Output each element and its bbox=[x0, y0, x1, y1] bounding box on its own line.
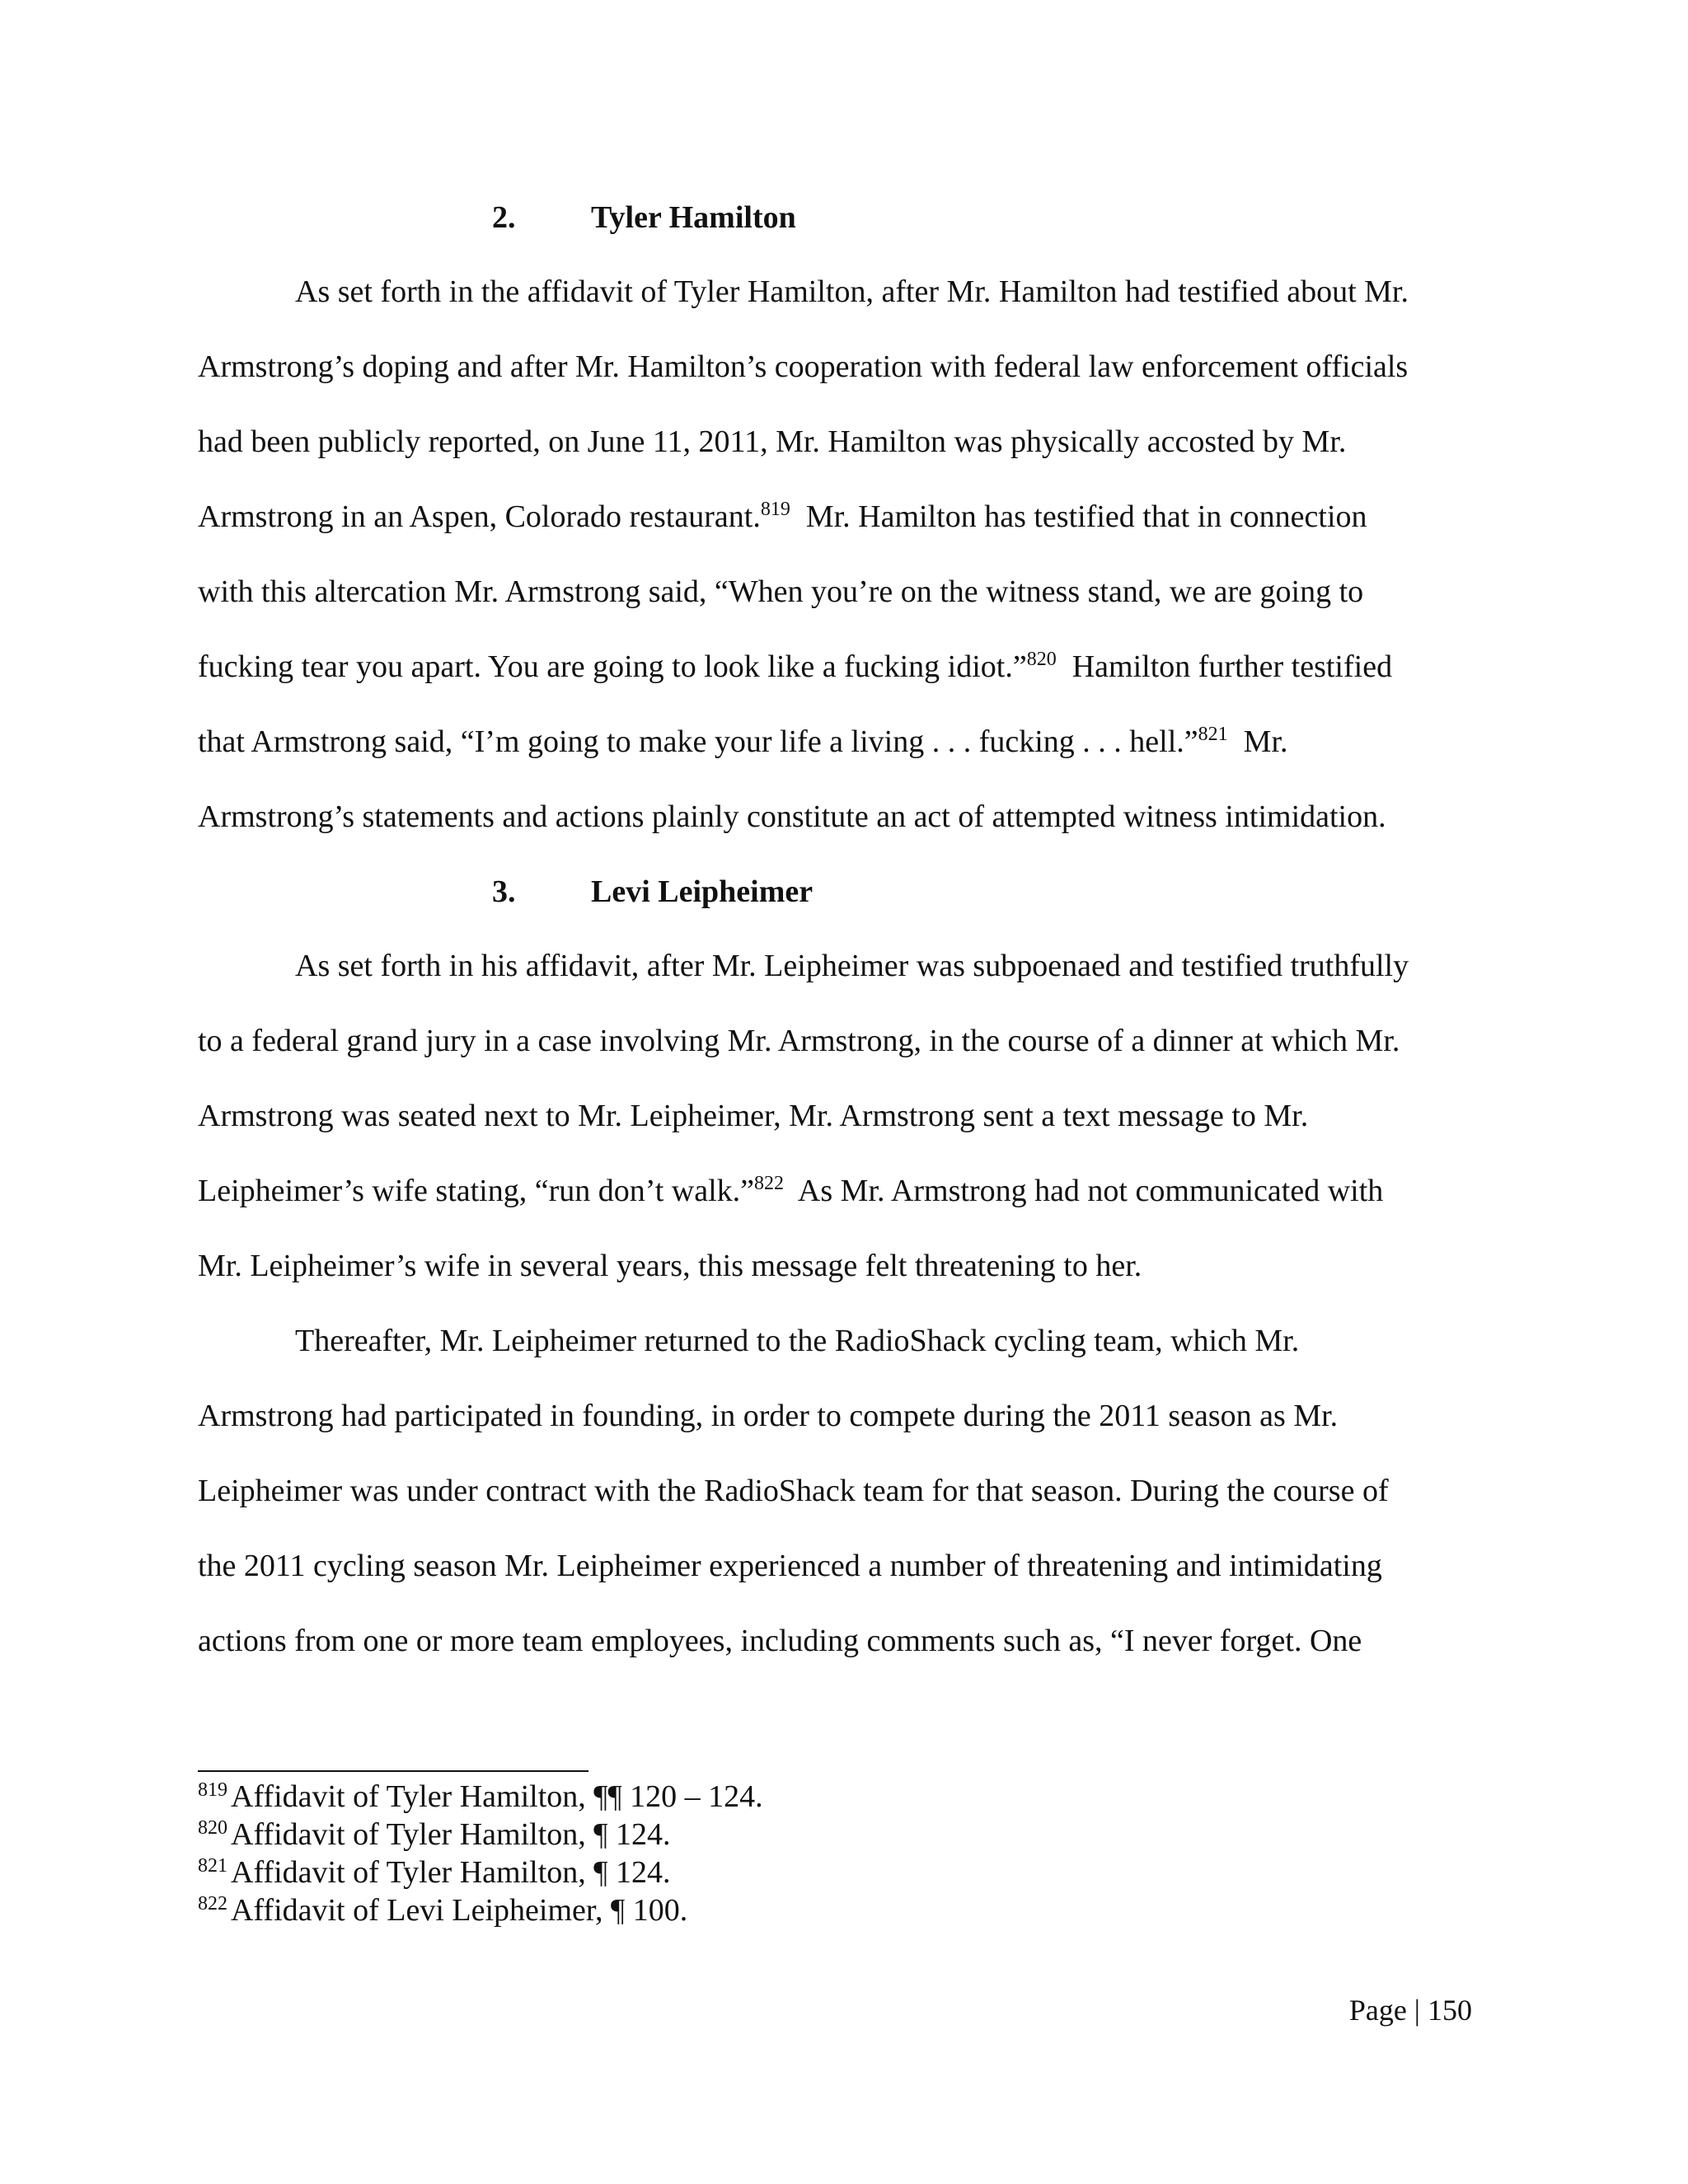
footnote-ref-820[interactable]: 820 bbox=[1026, 649, 1057, 670]
text-segment: Mr. bbox=[1227, 724, 1288, 759]
text-segment: Armstrong in an Aspen, Colorado restaurant. bbox=[198, 499, 761, 534]
text-line: As set forth in his affidavit, after Mr. Leipheimer was subpoenaed and testified truthfully bbox=[295, 949, 1409, 983]
section-number: 2. bbox=[492, 200, 516, 235]
text-line: Armstrong had participated in founding, in order to compete during the 2011 season as Mr. bbox=[198, 1399, 1339, 1433]
section-title: Levi Leipheimer bbox=[591, 874, 814, 909]
footnote-number: 819 bbox=[198, 1779, 227, 1801]
footnote-text: Affidavit of Tyler Hamilton, ¶ 124. bbox=[231, 1817, 671, 1852]
section-number: 3. bbox=[492, 874, 516, 909]
footnote-821 bbox=[198, 1854, 670, 1891]
text-line bbox=[198, 724, 1288, 760]
footnote-ref-821[interactable]: 821 bbox=[1198, 724, 1228, 745]
text-line: with this altercation Mr. Armstrong said, “When you’re on the witness stand, we are going to bbox=[198, 574, 1364, 609]
text-line: Armstrong’s statements and actions plainly constitute an act of attempted witness intimidation. bbox=[198, 799, 1386, 834]
text-segment: Leipheimer’s wife stating, “run don’t walk.” bbox=[198, 1174, 755, 1208]
footnote-number: 820 bbox=[198, 1817, 227, 1839]
footnote-separator bbox=[198, 1770, 588, 1772]
section-title: Tyler Hamilton bbox=[591, 200, 796, 235]
footnote-ref-822[interactable]: 822 bbox=[754, 1173, 785, 1194]
text-segment: fucking tear you apart. You are going to look like a fucking idiot.” bbox=[198, 649, 1027, 684]
page-number: Page | 150 bbox=[1348, 1994, 1472, 2027]
footnote-text: Affidavit of Levi Leipheimer, ¶ 100. bbox=[231, 1893, 688, 1928]
footnote-number: 821 bbox=[198, 1855, 227, 1877]
footnote-number: 822 bbox=[198, 1893, 227, 1915]
text-line: actions from one or more team employees, including comments such as, “I never forget. One bbox=[198, 1624, 1362, 1658]
text-line: Armstrong’s doping and after Mr. Hamilton’s cooperation with federal law enforcement officials bbox=[198, 349, 1409, 384]
text-line: the 2011 cycling season Mr. Leipheimer experienced a number of threatening and intimidating bbox=[198, 1549, 1382, 1583]
text-line bbox=[198, 499, 1367, 535]
text-segment: Hamilton further testified bbox=[1056, 649, 1393, 684]
text-line: Mr. Leipheimer’s wife in several years, this message felt threatening to her. bbox=[198, 1249, 1142, 1283]
footnote-820 bbox=[198, 1816, 670, 1853]
footnote-822 bbox=[198, 1892, 687, 1929]
text-line: to a federal grand jury in a case involving Mr. Armstrong, in the course of a dinner at which Mr. bbox=[198, 1024, 1400, 1058]
text-line bbox=[198, 1173, 1383, 1209]
text-line: Armstrong was seated next to Mr. Leipheimer, Mr. Armstrong sent a text message to Mr. bbox=[198, 1099, 1309, 1133]
text-line bbox=[198, 649, 1392, 685]
text-line: As set forth in the affidavit of Tyler Hamilton, after Mr. Hamilton had testified about Mr. bbox=[295, 274, 1409, 309]
footnote-text: Affidavit of Tyler Hamilton, ¶ 124. bbox=[231, 1855, 671, 1890]
footnote-text: Affidavit of Tyler Hamilton, ¶¶ 120 – 124. bbox=[231, 1779, 763, 1814]
text-line: had been publicly reported, on June 11, 2011, Mr. Hamilton was physically accosted by Mr. bbox=[198, 424, 1347, 459]
text-segment: As Mr. Armstrong had not communicated with bbox=[784, 1174, 1384, 1208]
text-segment: Mr. Hamilton has testified that in connection bbox=[790, 499, 1367, 534]
text-line: Thereafter, Mr. Leipheimer returned to the RadioShack cycling team, which Mr. bbox=[295, 1324, 1300, 1358]
footnote-ref-819[interactable]: 819 bbox=[760, 499, 790, 520]
footnote-819 bbox=[198, 1779, 763, 1815]
text-segment: that Armstrong said, “I’m going to make your life a living . . . fucking . . . hell.” bbox=[198, 724, 1198, 759]
text-line: Leipheimer was under contract with the RadioShack team for that season. During the course of bbox=[198, 1474, 1389, 1508]
